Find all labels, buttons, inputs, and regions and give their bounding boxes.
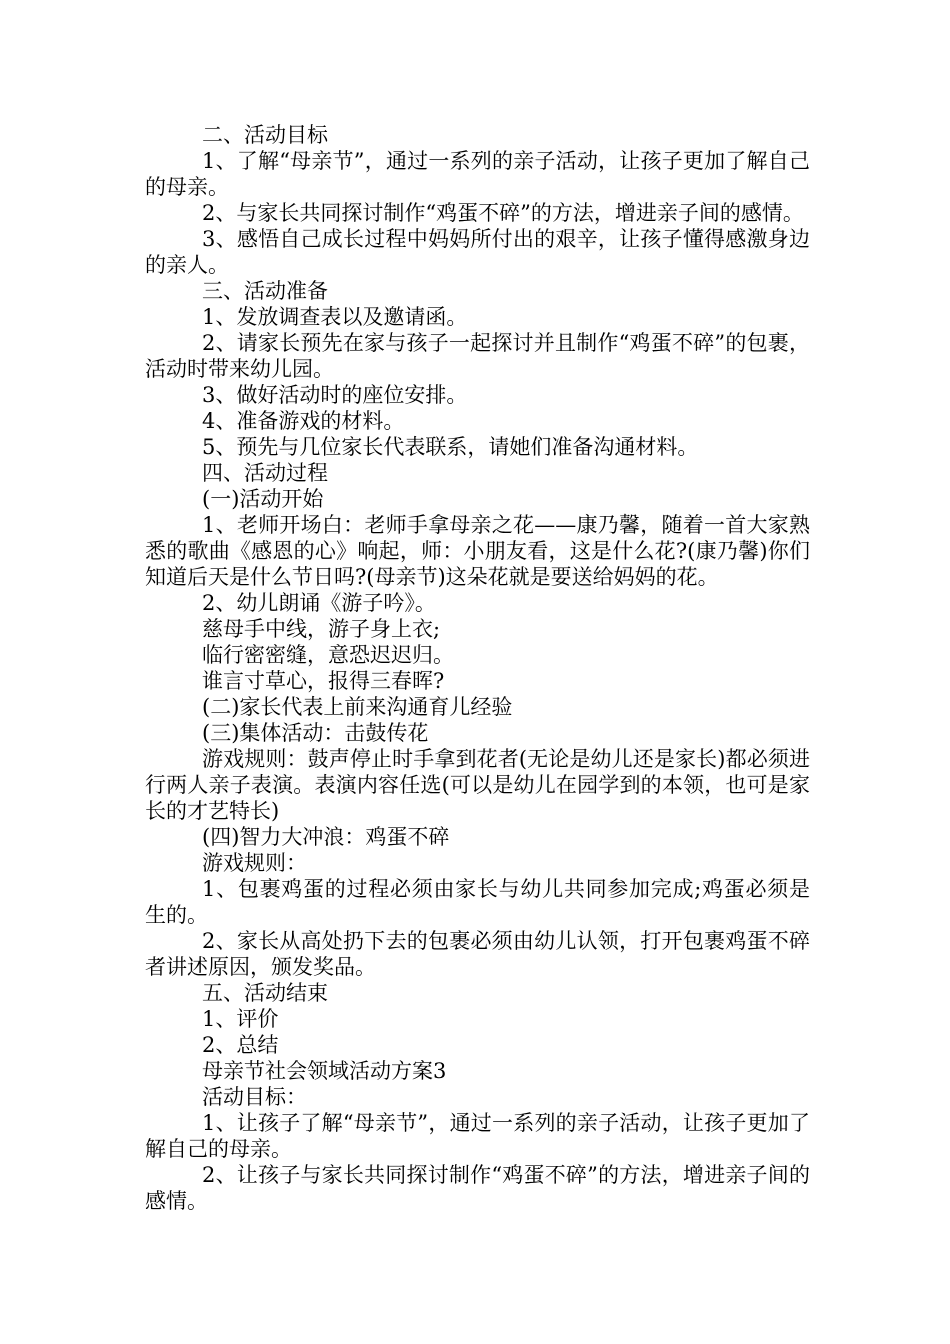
paragraph: 游戏规则：鼓声停止时手拿到花者(无论是幼儿还是家长)都必须进行两人亲子表演。表演内容任选(可以是幼儿在园学到的本领，也可是家长的才艺特长) [145, 747, 810, 823]
paragraph: 2、请家长预先在家与孩子一起探讨并且制作“鸡蛋不碎”的包裹，活动时带来幼儿园。 [145, 331, 810, 381]
paragraph: 5、预先与几位家长代表联系，请她们准备沟通材料。 [202, 435, 699, 459]
paragraph: 活动目标： [202, 1085, 307, 1109]
document-body [145, 122, 810, 1214]
paragraph: 2、让孩子与家长共同探讨制作“鸡蛋不碎”的方法，增进亲子间的感情。 [145, 1163, 810, 1213]
subsection-heading: (一)活动开始 [202, 487, 324, 511]
poem-line: 慈母手中线，游子身上衣; [202, 617, 441, 641]
plan-title: 母亲节社会领域活动方案3 [202, 1059, 447, 1083]
paragraph: 2、与家长共同探讨制作“鸡蛋不碎”的方法，增进亲子间的感情。 [202, 201, 804, 225]
paragraph: 1、老师开场白：老师手拿母亲之花——康乃馨，随着一首大家熟悉的歌曲《感恩的心》响起，师：小朋友看，这是什么花?(康乃馨)你们知道后天是什么节日吗?(母亲节)这朵花就是要送给妈妈的花。 [145, 513, 810, 589]
paragraph: 游戏规则： [202, 851, 307, 875]
paragraph: 1、评价 [202, 1007, 279, 1031]
poem-line: 临行密密缝，意恐迟迟归。 [202, 643, 454, 667]
paragraph: 2、家长从高处扔下去的包裹必须由幼儿认领，打开包裹鸡蛋不碎者讲述原因，颁发奖品。 [145, 929, 810, 979]
paragraph: 3、做好活动时的座位安排。 [202, 383, 468, 407]
section-heading-preparation: 三、活动准备 [202, 279, 328, 303]
paragraph: 3、感悟自己成长过程中妈妈所付出的艰辛，让孩子懂得感激身边的亲人。 [145, 227, 810, 277]
paragraph: 1、了解“母亲节”，通过一系列的亲子活动，让孩子更加了解自己的母亲。 [145, 149, 810, 199]
section-heading-conclusion: 五、活动结束 [202, 981, 328, 1005]
paragraph: 2、幼儿朗诵《游子吟》。 [202, 591, 436, 615]
paragraph: 1、包裹鸡蛋的过程必须由家长与幼儿共同参加完成;鸡蛋必须是生的。 [145, 877, 810, 927]
subsection-heading: (四)智力大冲浪：鸡蛋不碎 [202, 825, 450, 849]
paragraph: 2、总结 [202, 1033, 279, 1057]
subsection-heading: (三)集体活动：击鼓传花 [202, 721, 429, 745]
poem-line: 谁言寸草心，报得三春晖? [202, 669, 445, 693]
paragraph: 1、发放调查表以及邀请函。 [202, 305, 468, 329]
section-heading-process: 四、活动过程 [202, 461, 328, 485]
subsection-heading: (二)家长代表上前来沟通育儿经验 [202, 695, 513, 719]
section-heading-goals: 二、活动目标 [202, 123, 328, 147]
paragraph: 4、准备游戏的材料。 [202, 409, 405, 433]
paragraph: 1、让孩子了解“母亲节”，通过一系列的亲子活动，让孩子更加了解自己的母亲。 [145, 1111, 810, 1161]
